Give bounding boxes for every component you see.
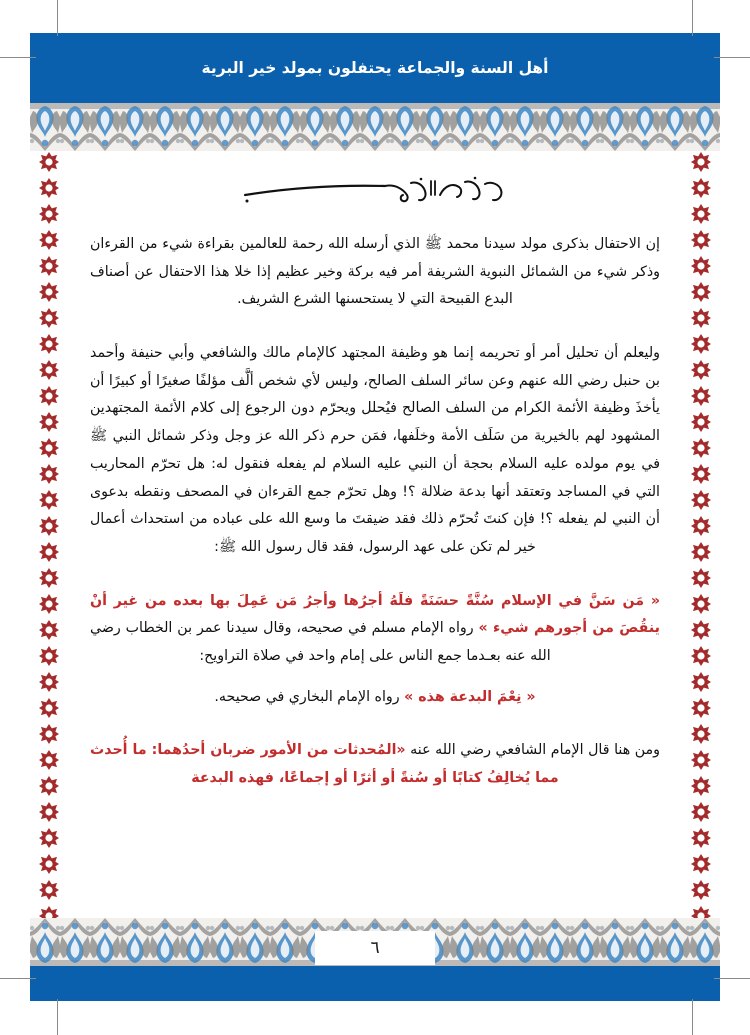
crop-mark-bottom-right-horizontal [714,978,750,979]
footer-bar [30,966,720,1001]
document-body [68,161,682,906]
paragraph-intro: إن الاحتفال بذكرى مولد سيدنا محمد ﷺ الذي أرسله الله رحمة للعالمين بقراءة شيء من القرءان وذكر شيء من الشمائل النبوية الشريفة أمر فيه بركة وخير عظيم إذا خلا هذا الاحتفال عن أصناف البدع القبيحة التي لا يستحسنها الشرع الشريف. [90,236,660,308]
arabesque-band-top-icon [30,103,720,151]
page-number-value: ٦ [370,938,380,958]
quote-hadith-good-sunnah: « مَن سَنَّ في الإسلام سُنَّةً حسَنَةً فلَهُ أجرُها وأجرُ مَن عَمِلَ بها بعده من غير أنْ ينقُصَ من أجورهم شيء » [90,592,660,637]
crop-mark-bottom-left-horizontal [0,978,36,979]
paragraph-hadith-bukhari [68,684,682,712]
crop-mark-top-left-vertical [57,0,58,36]
paragraph-hadith-muslim [68,588,682,671]
quote-shafii-muhdathat: «المُحدثات من الأمور ضربان أحدُهما: ما أُحدث مما يُخالِفُ كتابًا أو سُنةً أو أثرًا أو إجماعًا، فهذه البدعة [90,742,559,786]
quote-umar-nima-bidah: « نِعْمَ البدعة هذه » [404,688,536,705]
page-title: أهل السنة والجماعة يحتفلون بمولد خير البرية [201,59,549,77]
paragraph-ijtihad: وليعلم أن تحليل أمر أو تحريمه إنما هو وظيفة المجتهد كالإمام مالك والشافعي وأبي حنيفة وأحمد بن حنبل رضي الله عنهم وعن سائر السلف الصالح، وليس لأي شخص ألَّف مؤلفًا صغيرًا أو كبيرًا أن يأخذَ وظيفة الأئمة الكرام من السلف الصالح فيُحلل ويحرّم دون الرجوع إلى كلام الأئمة المجتهدين المشهود لهم بالخيرية من سَلَف الأمة وخلَفها، فمَن حرم ذكر الله عز وجل وذكر شمائل النبي ﷺ في يوم مولده عليه السلام بحجة أن النبي عليه السلام لم يفعله فنقول له: هل تحرّم المحاريب التي في المساجد وتعتقد أنها بدعة ضلالة ؟! وهل تحرّم جمع القرءان في المصحف ونقطه بدعوى أن النبي لم يفعله ؟! فإن كنتَ تُحرّم ذلك فقد ضيقتَ ما وسع الله على عباده من استحداث أعمال خير لم تكن على عهد الرسول، فقد قال رسول الله ﷺ: [90,345,660,555]
crop-mark-bottom-right-vertical [692,999,693,1035]
rosette-border-right-icon [690,149,712,921]
shafii-lead-in: ومن هنا قال الإمام الشافعي رضي الله عنه [405,742,660,759]
attribution-bukhari: رواه الإمام البخاري في صحيحه. [214,688,405,705]
page-sheet [30,33,720,1001]
attribution-muslim: رواه الإمام مسلم في صحيحه، وقال سيدنا عمر بن الخطاب رضي الله عنه بعـدما جمع الناس على إمام واحد في صلاة التراويح: [90,620,551,664]
page-number [315,931,435,965]
crop-mark-bottom-left-vertical [57,999,58,1035]
basmala [68,175,682,209]
crop-mark-top-right-vertical [692,0,693,36]
crop-mark-top-left-horizontal [0,57,36,58]
paragraph-shafii [68,737,682,792]
rosette-border-left-icon [38,149,60,921]
crop-mark-top-right-horizontal [714,57,750,58]
